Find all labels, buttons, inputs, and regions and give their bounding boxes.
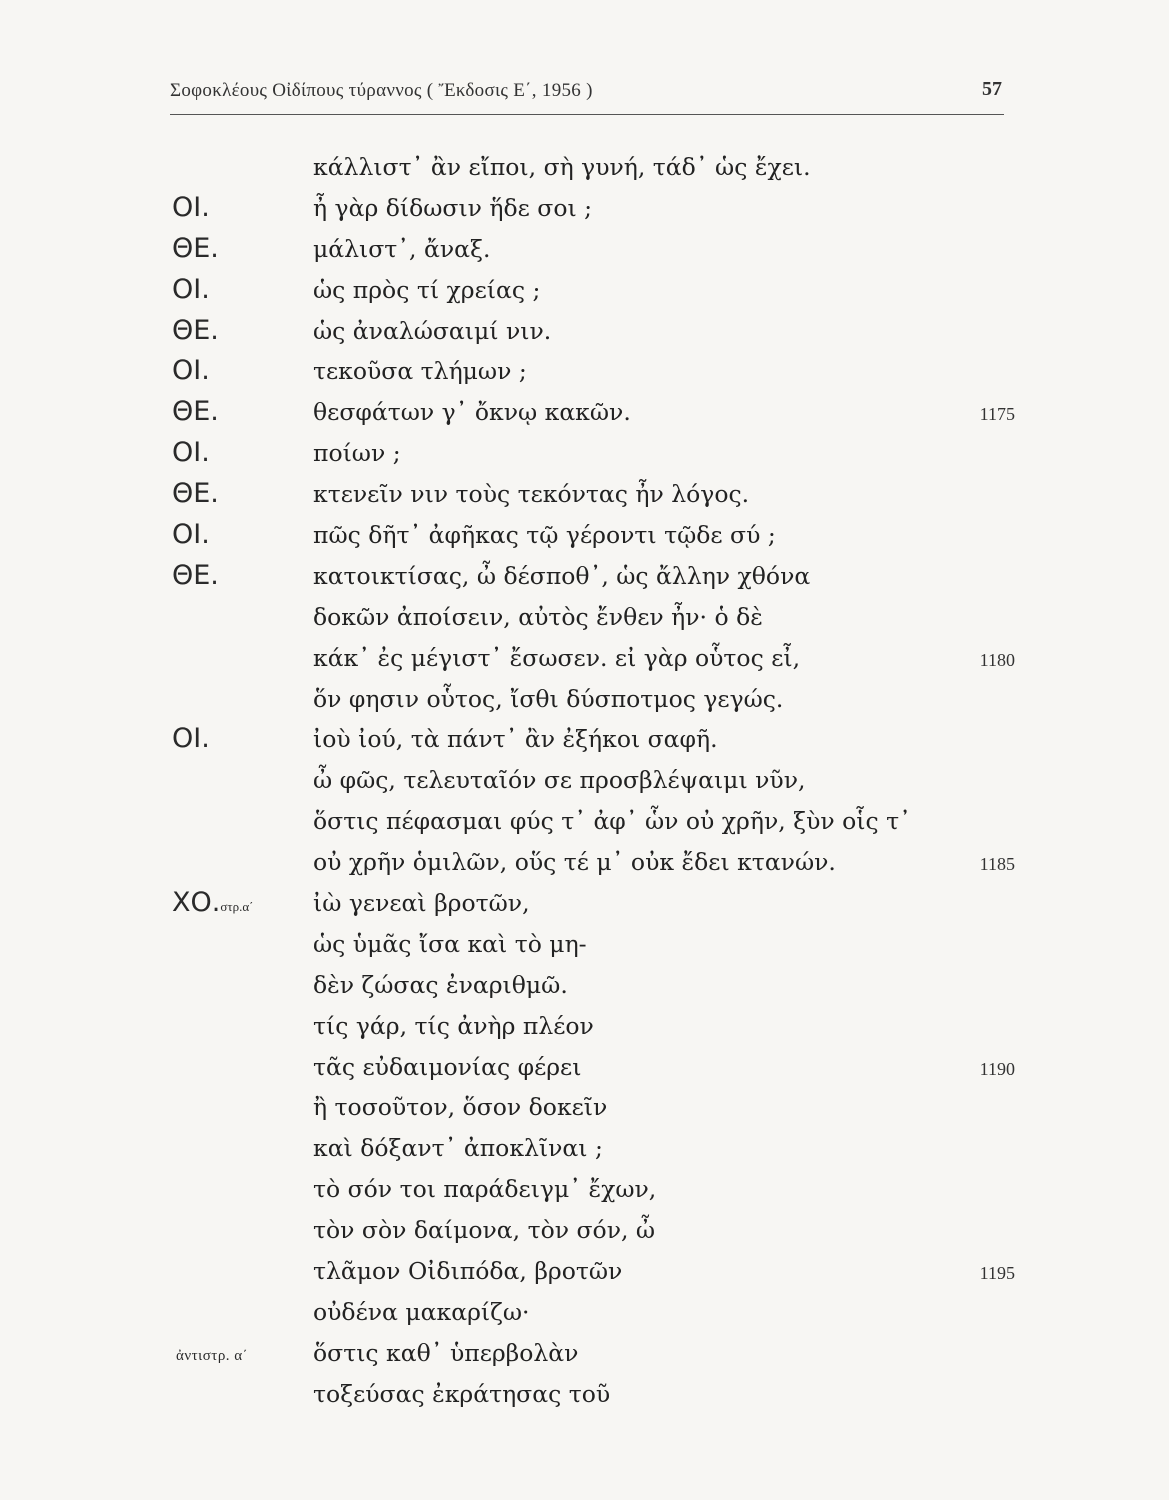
verse-line: [0, 1333, 1169, 1374]
verse-text-line: τᾶς εὐδαιμονίας φέρει: [313, 1052, 582, 1081]
verse-line: [0, 1006, 1169, 1047]
antistrophe-label: ἀντιστρ. α΄: [176, 1347, 249, 1364]
verse-line: [0, 1292, 1169, 1333]
verse-text-line: ἰὼ γενεαὶ βροτῶν,: [313, 889, 530, 918]
verse-line: [0, 719, 1169, 760]
verse-line: [0, 515, 1169, 556]
verse-line: [0, 1087, 1169, 1128]
verse-text-line: κτενεῖν νιν τοὺς τεκόντας ἦν λόγος.: [313, 480, 750, 509]
speaker-name: ΟΙ.: [172, 519, 210, 551]
line-number: 1180: [979, 649, 1015, 670]
verse-text-line: ὡς ὑμᾶς ἴσα καὶ τὸ μη-: [313, 929, 587, 958]
verse-text-line: καὶ δόξαντ᾽ ἀποκλῖναι ;: [313, 1134, 603, 1163]
verse-text-line: μάλιστ᾽, ἄναξ.: [313, 234, 491, 263]
speaker-label: [172, 433, 210, 473]
verse-line: [0, 229, 1169, 270]
speaker-name: ΟΙ.: [172, 437, 210, 469]
verse-line: [0, 351, 1169, 392]
verse-text: [0, 147, 1169, 1415]
verse-line: [0, 1047, 1169, 1088]
verse-text-line: ἦ γὰρ δίδωσιν ἥδε σοι ;: [313, 193, 593, 222]
verse-line: [0, 1210, 1169, 1251]
speaker-label: [172, 474, 219, 514]
verse-line: [0, 679, 1169, 720]
speaker-label: [172, 311, 219, 351]
verse-text-line: δὲν ζώσας ἐναριθμῶ.: [313, 970, 568, 999]
speaker-label: [172, 392, 219, 432]
verse-line: [0, 1374, 1169, 1415]
verse-line: [0, 1169, 1169, 1210]
speaker-label: [172, 188, 210, 228]
verse-line: [0, 1128, 1169, 1169]
speaker-label: [172, 351, 210, 391]
verse-line: [0, 883, 1169, 924]
verse-line: [0, 147, 1169, 188]
verse-line: [0, 924, 1169, 965]
verse-line: [0, 1251, 1169, 1292]
speaker-name: ΟΙ.: [172, 355, 210, 387]
verse-line: [0, 842, 1169, 883]
verse-text-line: ὅστις καθ᾽ ὑπερβολὰν: [313, 1338, 579, 1367]
verse-text-line: τεκοῦσα τλήμων ;: [313, 357, 527, 386]
page-number: 57: [982, 78, 1002, 100]
speaker-name: ΘΕ.: [172, 396, 219, 428]
verse-text-line: ἰοὺ ἰού, τὰ πάντ᾽ ἂν ἐξήκοι σαφῆ.: [313, 725, 718, 754]
line-number: 1195: [979, 1263, 1015, 1284]
verse-line: [0, 392, 1169, 433]
speaker-label: [172, 515, 210, 555]
speaker-label: [172, 719, 210, 759]
verse-text-line: ὅστις πέφασμαι φύς τ᾽ ἀφ᾽ ὧν οὐ χρῆν, ξὺν οἷς τ᾽: [313, 807, 911, 836]
speaker-name: ΘΕ.: [172, 478, 219, 510]
verse-text-line: ποίων ;: [313, 439, 401, 468]
strophe-label: στρ.α΄: [220, 899, 254, 915]
verse-text-line: κατοικτίσας, ὦ δέσποθ᾽, ὡς ἄλλην χθόνα: [313, 561, 811, 590]
verse-text-line: τοξεύσας ἐκράτησας τοῦ: [313, 1379, 611, 1408]
line-number: 1185: [979, 854, 1015, 875]
speaker-label: [172, 883, 253, 927]
verse-text-line: κάκ᾽ ἐς μέγιστ᾽ ἔσωσεν. εἰ γὰρ οὗτος εἶ,: [313, 643, 801, 672]
verse-line: [0, 597, 1169, 638]
verse-text-line: ὅν φησιν οὗτος, ἴσθι δύσποτμος γεγώς.: [313, 684, 784, 713]
speaker-name: ΘΕ.: [172, 559, 219, 591]
speaker-label: [172, 270, 210, 310]
verse-text-line: πῶς δῆτ᾽ ἀφῆκας τῷ γέροντι τῷδε σύ ;: [313, 521, 776, 550]
line-number: 1175: [979, 404, 1015, 425]
verse-text-line: ἢ τοσοῦτον, ὅσον δοκεῖν: [313, 1093, 608, 1122]
verse-line: [0, 311, 1169, 352]
verse-line: [0, 556, 1169, 597]
verse-line: [0, 801, 1169, 842]
speaker-label: [172, 556, 219, 596]
verse-line: [0, 474, 1169, 515]
verse-text-line: οὐδένα μακαρίζω·: [313, 1297, 530, 1326]
line-number: 1190: [979, 1058, 1015, 1079]
verse-text-line: οὐ χρῆν ὁμιλῶν, οὕς τέ μ᾽ οὐκ ἔδει κτανών.: [313, 848, 836, 877]
verse-text-line: τὸ σόν τοι παράδειγμ᾽ ἔχων,: [313, 1175, 657, 1204]
verse-line: [0, 638, 1169, 679]
verse-text-line: κάλλιστ᾽ ἂν εἴποι, σὴ γυνή, τάδ᾽ ὡς ἔχει.: [313, 153, 811, 181]
verse-text-line: ὡς πρὸς τί χρείας ;: [313, 275, 541, 304]
running-header: [170, 74, 1004, 115]
verse-line: [0, 433, 1169, 474]
verse-line: [0, 760, 1169, 801]
header-title: Σοφοκλέους Οἰδίπους τύραννος ( Ἔκδοσις Ε΄, 1956 ): [170, 80, 593, 101]
speaker-label: [172, 229, 219, 269]
verse-text-line: τὸν σὸν δαίμονα, τὸν σόν, ὦ: [313, 1216, 656, 1245]
verse-line: [0, 188, 1169, 229]
verse-line: [0, 270, 1169, 311]
verse-text-line: ὡς ἀναλώσαιμί νιν.: [313, 316, 552, 345]
speaker-name: ΟΙ.: [172, 273, 210, 305]
speaker-name: ΘΕ.: [172, 314, 219, 346]
verse-text-line: τίς γάρ, τίς ἀνὴρ πλέον: [313, 1011, 594, 1040]
verse-text-line: δοκῶν ἀποίσειν, αὐτὸς ἔνθεν ἦν· ὁ δὲ: [313, 602, 763, 631]
speaker-name: ΧΟ.: [172, 887, 221, 919]
verse-text-line: ὦ φῶς, τελευταῖόν σε προσβλέψαιμι νῦν,: [313, 766, 806, 795]
speaker-name: ΟΙ.: [172, 191, 210, 223]
verse-line: [0, 965, 1169, 1006]
verse-text-line: θεσφάτων γ᾽ ὄκνῳ κακῶν.: [313, 398, 631, 427]
verse-text-line: τλᾶμον Οἰδιπόδα, βροτῶν: [313, 1257, 623, 1286]
speaker-name: ΟΙ.: [172, 723, 210, 755]
speaker-name: ΘΕ.: [172, 232, 219, 264]
